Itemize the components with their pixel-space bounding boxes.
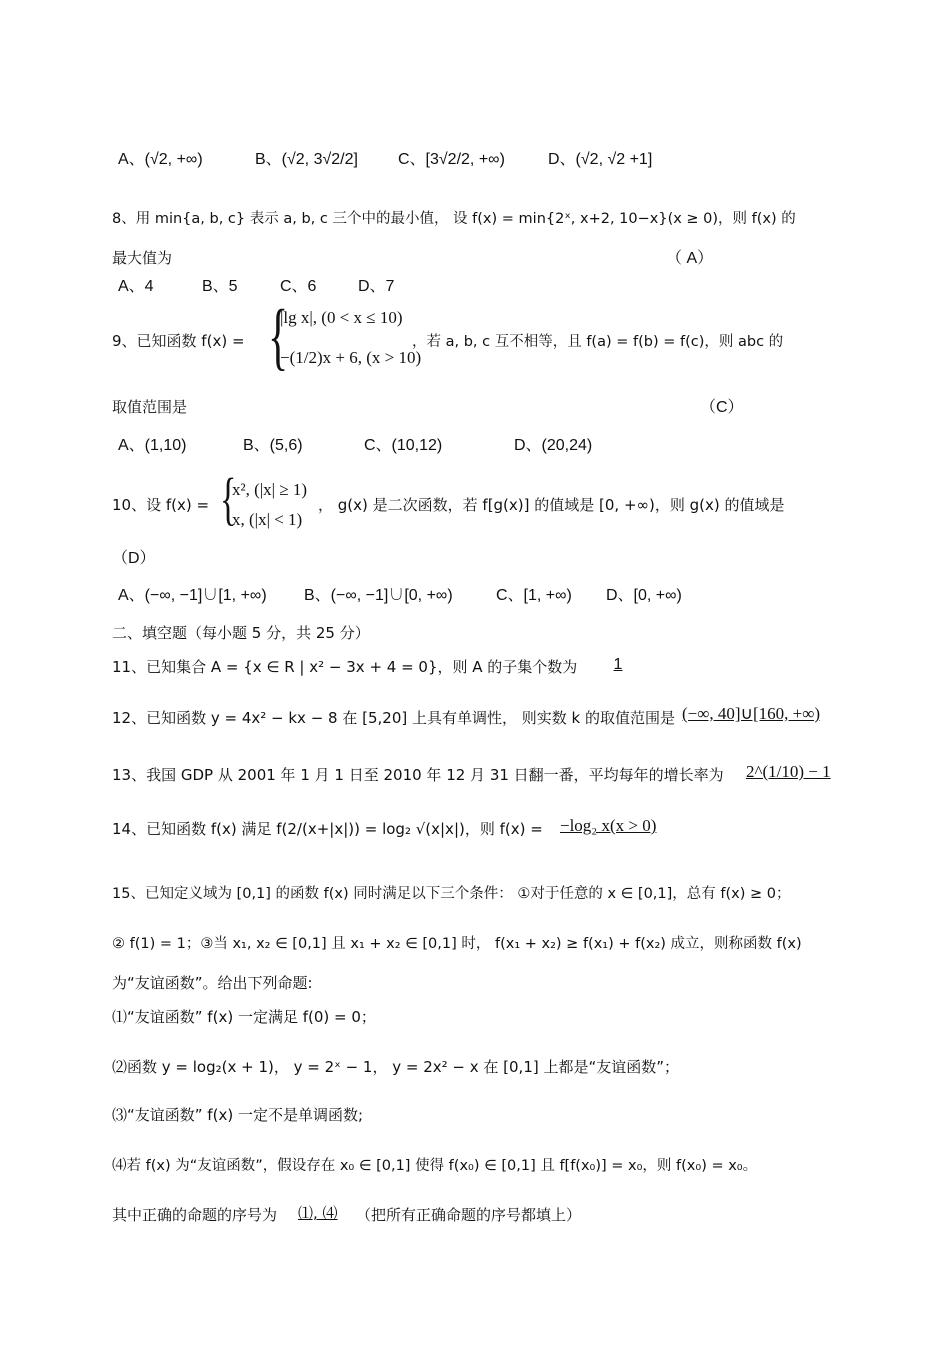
q15-answer: ⑴, ⑷ [298,1204,338,1222]
q7-option-b: B、(√2, 3√2/2] [255,151,358,168]
q9-answer: （C） [700,399,744,416]
q10-suffix: ， g(x) 是二次函数，若 f[g(x)] 的值域是 [0, +∞)，则 g(x) 的值域是 [318,496,785,514]
q9-option-c: C、(10,12) [364,437,443,454]
q8-text: 8、用 min{a, b, c} 表示 a, b, c 三个中的最小值， 设 f(x) = min{2ˣ, x+2, 10−x}(x ≥ 0)，则 f(x) 的 [112,211,796,227]
q15-proposition-2: ⑵函数 y = log₂(x + 1)， y = 2ˣ − 1， y = 2x² − x 在 [0,1] 上都是“友谊函数”； [112,1058,680,1076]
q8-option-c: C、6 [280,278,317,295]
q10-option-c: C、[1, +∞) [496,587,572,604]
q11-text: 11、已知集合 A = {x ∈ R | x² − 3x + 4 = 0}，则 A 的子集个数为 [112,658,578,676]
q9-prefix: 9、已知函数 f(x) = [112,332,245,350]
q8-option-d: D、7 [358,278,395,295]
q15-answer-prefix: 其中正确的命题的序号为 [112,1206,278,1224]
q8-answer: （ A） [666,250,714,267]
q7-option-c: C、[3√2/2, +∞) [398,151,505,168]
q14-answer: −log₂ x(x > 0) [560,816,657,835]
q9-option-b: B、(5,6) [243,437,303,454]
q15-line1: 15、已知定义域为 [0,1] 的函数 f(x) 同时满足以下三个条件： ①对于任意的 x ∈ [0,1]，总有 f(x) ≥ 0； [112,886,791,902]
q12-answer: (−∞, 40]∪[160, +∞) [682,704,821,723]
q15-line2: ② f(1) = 1；③当 x₁, x₂ ∈ [0,1] 且 x₁ + x₂ ∈ [0,1] 时， f(x₁ + x₂) ≥ f(x₁) + f(x₂) 成立，则称函数 f(x) [112,936,802,952]
q15-answer-suffix: （把所有正确命题的序号都填上） [356,1206,582,1224]
q7-option-d: D、(√2, √2 +1] [548,151,653,168]
q11-answer: 1 [613,656,623,673]
q15-proposition-3: ⑶“友谊函数” f(x) 一定不是单调函数; [112,1106,363,1124]
q10-answer: （D） [112,550,156,567]
q10-case2: x, (|x| < 1) [232,510,303,529]
q9-brace: { [268,296,289,380]
q13-answer: 2^(1/10) − 1 [746,762,831,781]
q12-text: 12、已知函数 y = 4x² − kx − 8 在 [5,20] 上具有单调性， 则实数 k 的取值范围是 [112,709,675,727]
q8-option-b: B、5 [202,278,238,295]
q13-text: 13、我国 GDP 从 2001 年 1 月 1 日至 2010 年 12 月 31 日翻一番，平均每年的增长率为 [112,766,724,784]
section-fill-in-heading: 二、填空题（每小题 5 分，共 25 分） [112,624,370,642]
q15-proposition-1: ⑴“友谊函数” f(x) 一定满足 f(0) = 0； [112,1008,376,1026]
q9-case1: |lg x|, (0 < x ≤ 10) [280,308,403,327]
q8-option-a: A、4 [118,278,154,295]
q10-brace: { [220,468,237,532]
q9-case2: −(1/2)x + 6, (x > 10) [280,348,422,367]
q15-line3: 为“友谊函数”。给出下列命题: [112,974,313,992]
q10-option-a: A、(−∞, −1]∪[1, +∞) [118,587,267,604]
q14-text: 14、已知函数 f(x) 满足 f(2/(x+|x|)) = log₂ √(x|x|)，则 f(x) = [112,820,543,838]
q7-option-a: A、(√2, +∞) [118,151,203,168]
q10-case1: x², (|x| ≥ 1) [232,480,308,499]
q9-suffix: ，若 a, b, c 互不相等，且 f(a) = f(b) = f(c)，则 abc 的 [412,334,784,350]
q9-option-a: A、(1,10) [118,437,187,454]
q10-option-b: B、(−∞, −1]∪[0, +∞) [304,587,453,604]
q10-prefix: 10、设 f(x) = [112,496,210,514]
q9-option-d: D、(20,24) [514,437,593,454]
q8-line2: 最大值为 [112,249,173,267]
q9-line2: 取值范围是 [112,398,188,416]
q10-option-d: D、[0, +∞) [606,587,682,604]
q15-proposition-4: ⑷若 f(x) 为“友谊函数”，假设存在 x₀ ∈ [0,1] 使得 f(x₀) ∈ [0,1] 且 f[f(x₀)] = x₀，则 f(x₀) = x₀。 [112,1158,758,1174]
